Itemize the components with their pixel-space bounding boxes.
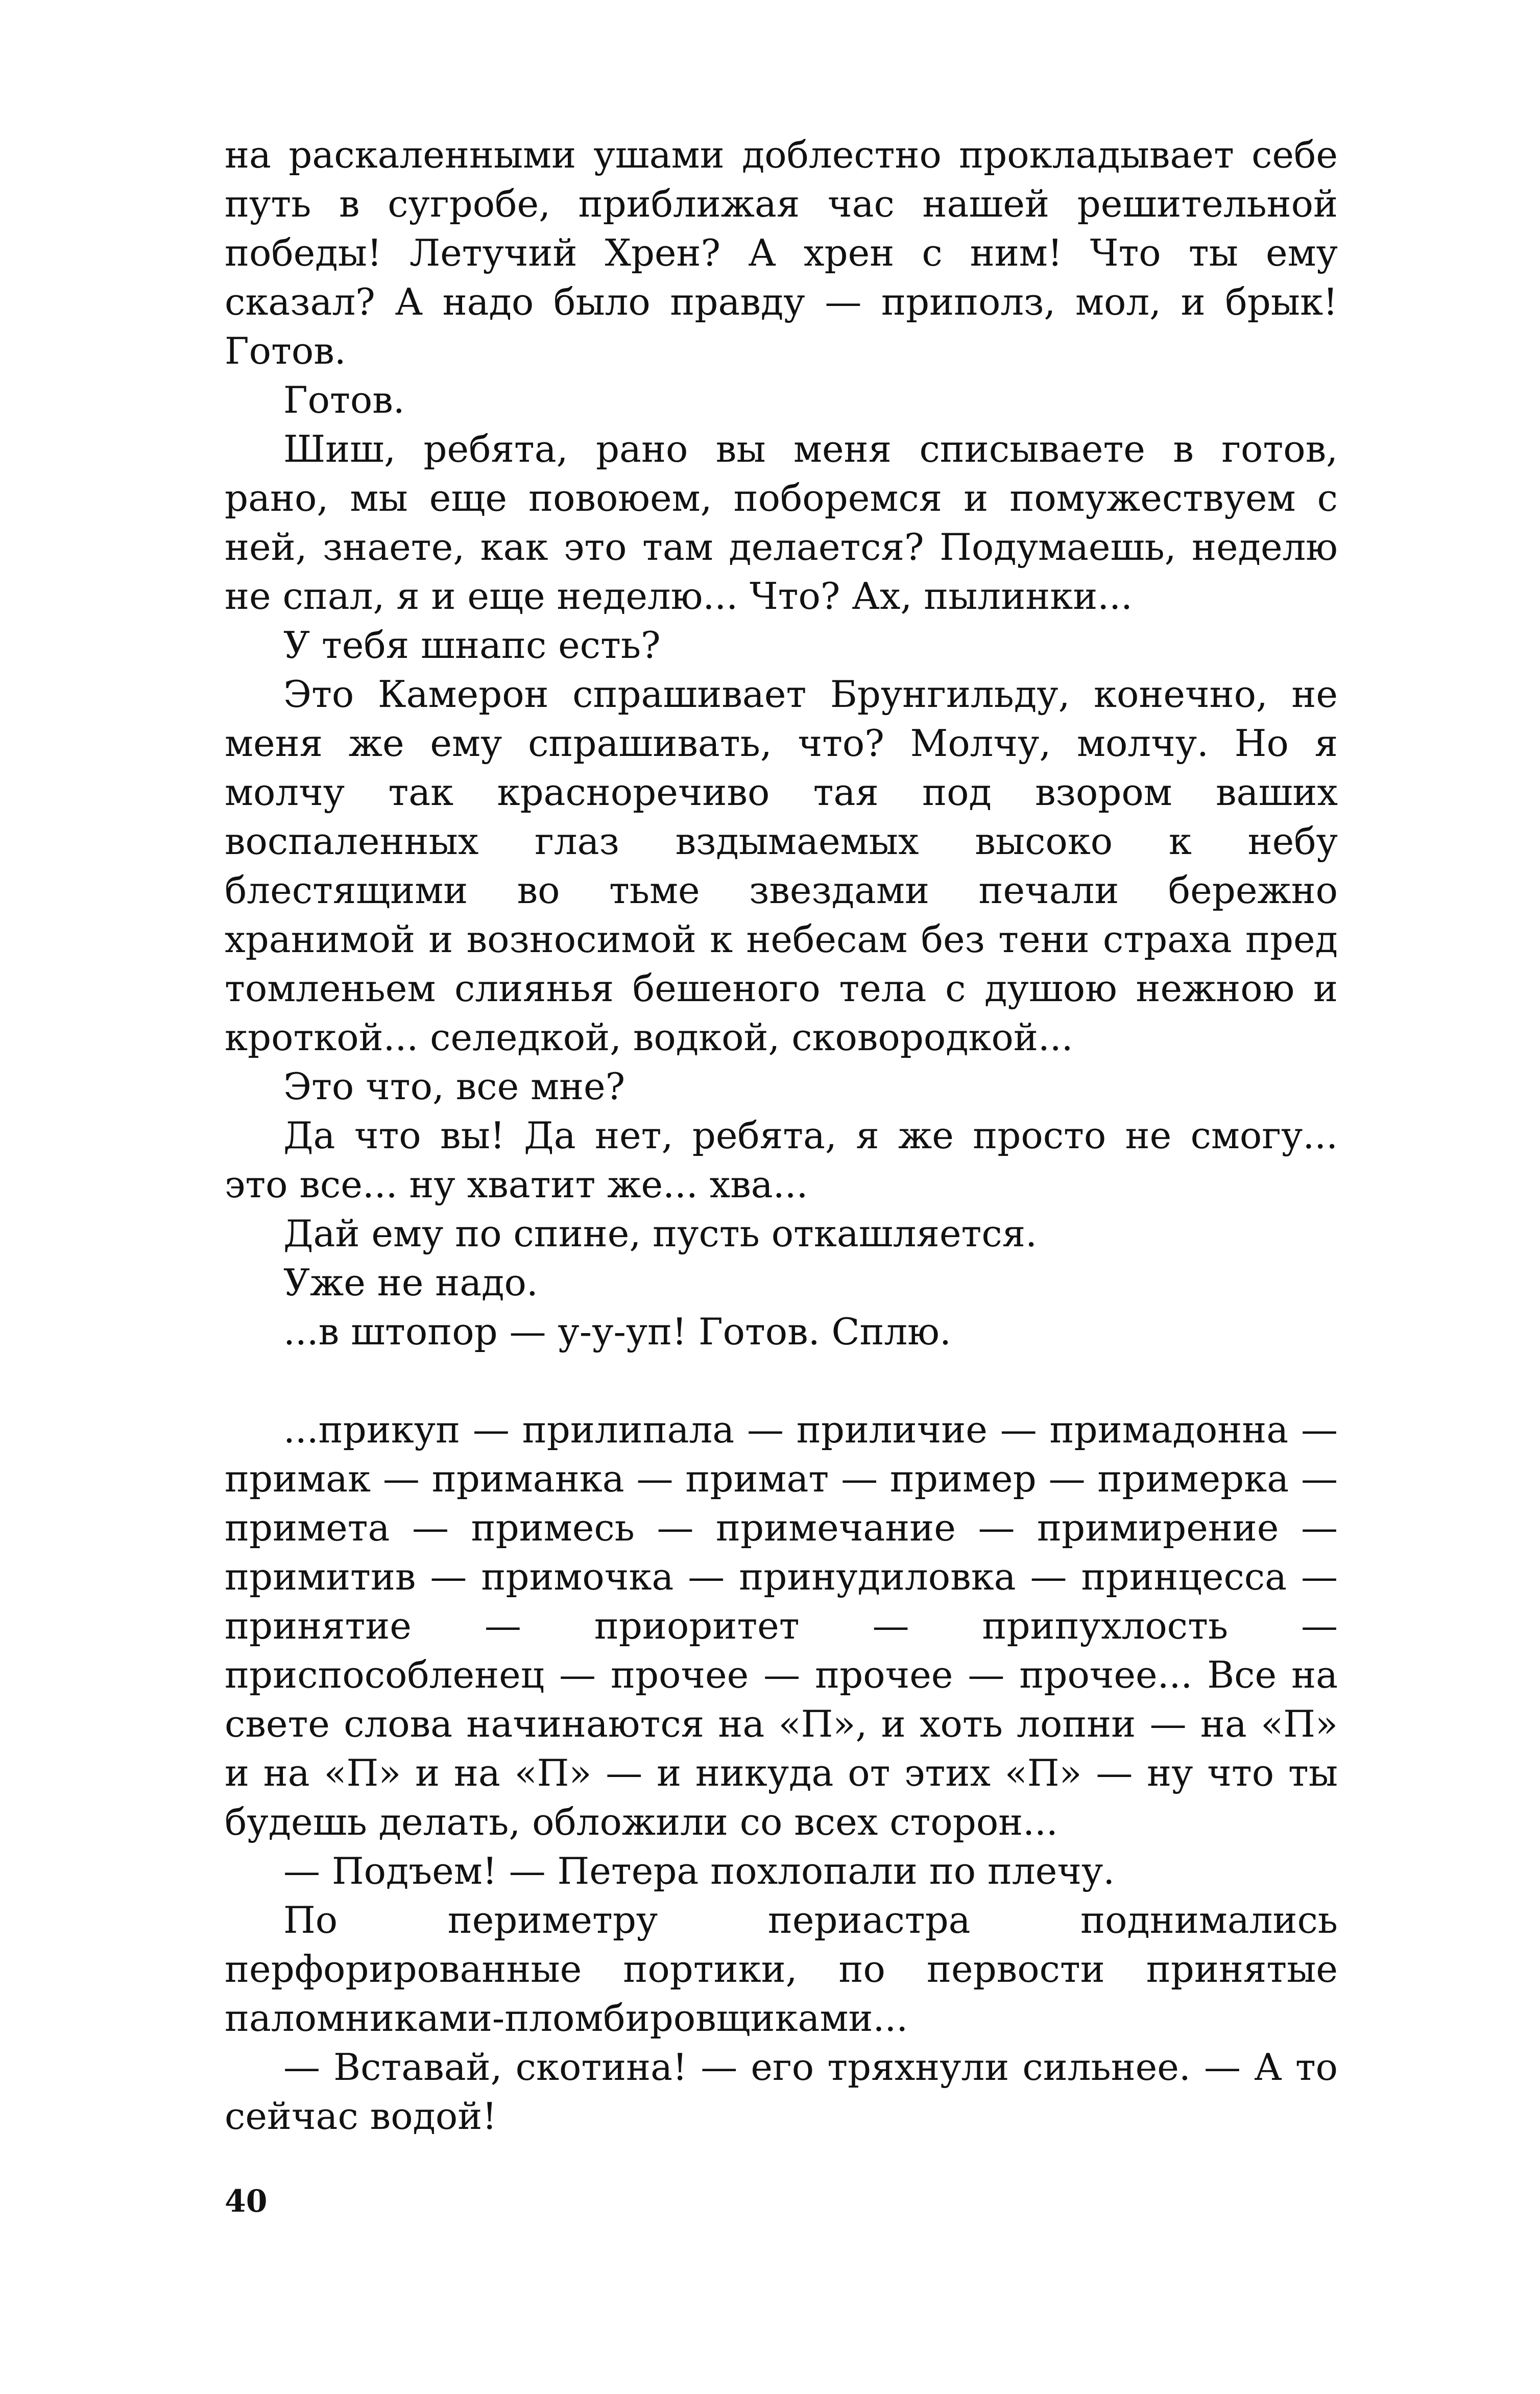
paragraph-3: Шиш, ребята, рано вы меня списываете в готов, рано, мы еще повоюем, поборемся и помужествуем с ней, знаете, как это там делается? Подумаешь, неделю не спал, я и еще неделю... Что? Ах, пылинки... <box>225 428 1338 618</box>
paragraph-12: — Подъем! — Петера похлопали по плечу. <box>283 1850 1115 1892</box>
paragraph-2: Готов. <box>283 378 405 421</box>
page-number: 40 <box>225 2184 268 2219</box>
paragraph-9: Уже не надо. <box>283 1261 538 1304</box>
paragraph-8: Дай ему по спине, пусть откашляется. <box>283 1212 1037 1255</box>
paragraph-13: По периметру периастра поднимались перфорированные портики, по первости принятые паломниками-пломбировщиками... <box>225 1899 1338 2040</box>
paragraph-5: Это Камерон спрашивает Брунгильду, конечно, не меня же ему спрашивать, что? Молчу, молчу. Но я молчу так красноречиво тая под взором ваших воспаленных глаз вздымаемых высоко к небу блестящими во тьме звездами печали бережно хранимой и возносимой к небесам без тени страха пред томленьем слиянья бешеного тела с душою нежною и кроткой... селедкой, водкой, сковородкой... <box>225 673 1338 1059</box>
book-page-text <box>225 130 1338 2141</box>
paragraph-10: ...в штопор — у-у-уп! Готов. Сплю. <box>283 1310 951 1353</box>
paragraph-11: ...прикуп — прилипала — приличие — примадонна — примак — приманка — примат — пример — примерка — примета — примесь — примечание — примирение — примитив — примочка — принудиловка — принцесса — принятие — приоритет — припухлость — приспособленец — прочее — прочее — прочее... Все на свете слова начинаются на «П», и хоть лопни — на «П» и на «П» и на «П» — и никуда от этих «П» — ну что ты будешь делать, обложили со всех сторон... <box>225 1408 1338 1843</box>
paragraph-1: на раскаленными ушами доблестно прокладывает себе путь в сугробе, приближая час нашей решительной победы! Летучий Хрен? А хрен с ним! Что ты ему сказал? А надо было правду — приполз, мол, и брык! Готов. <box>225 133 1338 372</box>
paragraph-4: У тебя шнапс есть? <box>283 624 661 667</box>
paragraph-14: — Вставай, скотина! — его тряхнули сильнее. — А то сейчас водой! <box>225 2046 1338 2138</box>
paragraph-7: Да что вы! Да нет, ребята, я же просто не смогу... это все... ну хватит же... хва... <box>225 1114 1338 1206</box>
paragraph-6: Это что, все мне? <box>283 1065 625 1108</box>
